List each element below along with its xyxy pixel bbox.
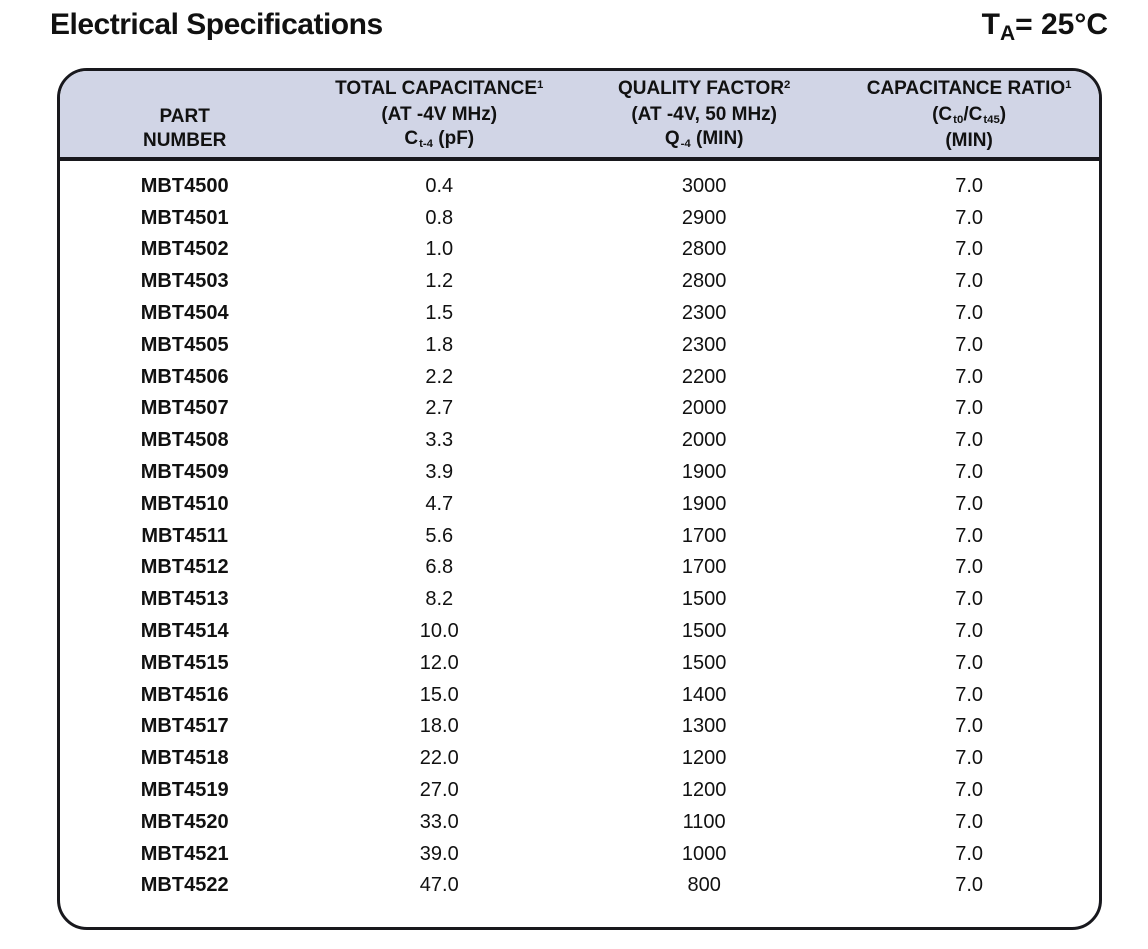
table-row: [60, 806, 1099, 838]
table-row: [60, 234, 1099, 266]
header-line: [309, 77, 569, 103]
header-text: (AT -4V, 50 MHz): [631, 104, 778, 125]
header-text: QUALITY FACTOR: [617, 78, 785, 99]
column-header-capacitance-ratio: [839, 77, 1099, 153]
header-line: [60, 105, 309, 129]
capacitance-ratio-cell: 7.0: [955, 174, 984, 197]
quality-factor-cell: 1000: [681, 842, 727, 865]
total-capacitance-cell: 0.8: [425, 206, 454, 229]
quality-factor-cell: 2000: [681, 397, 727, 420]
table-row: [60, 647, 1099, 679]
capacitance-ratio-cell: 7.0: [955, 397, 984, 420]
capacitance-ratio-cell: 7.0: [955, 810, 984, 833]
total-capacitance-cell: 3.9: [425, 461, 454, 484]
header-line: [309, 127, 569, 153]
total-capacitance-cell: 12.0: [419, 651, 459, 674]
temperature-condition: [981, 8, 1108, 45]
quality-factor-cell: 2800: [681, 270, 727, 293]
part-number-cell: MBT4503: [140, 270, 229, 293]
quality-factor-cell: 2800: [681, 238, 727, 261]
table-header-row: [60, 71, 1099, 161]
quality-factor-cell: 1200: [681, 779, 727, 802]
header-subscript: t45: [983, 114, 1000, 127]
total-capacitance-cell: 27.0: [419, 779, 459, 802]
header-line: [569, 77, 839, 103]
part-number-cell: MBT4515: [140, 651, 229, 674]
header-text: Q: [664, 128, 680, 149]
quality-factor-cell: 1500: [681, 588, 727, 611]
part-number-cell: MBT4510: [140, 492, 229, 515]
header-subscript: -4: [680, 138, 691, 151]
part-number-cell: MBT4508: [140, 429, 229, 452]
total-capacitance-cell: 1.2: [425, 270, 454, 293]
part-number-cell: MBT4501: [140, 206, 229, 229]
header-text: NUMBER: [142, 130, 227, 151]
total-capacitance-cell: 33.0: [419, 810, 459, 833]
table-row: [60, 202, 1099, 234]
table-row: [60, 742, 1099, 774]
quality-factor-cell: 2900: [681, 206, 727, 229]
header-text: (pF): [432, 128, 475, 149]
header-supscript: 1: [537, 79, 544, 92]
part-number-cell: MBT4506: [140, 365, 229, 388]
table-row: [60, 424, 1099, 456]
total-capacitance-cell: 2.2: [425, 365, 454, 388]
header-line: [839, 77, 1099, 103]
capacitance-ratio-cell: 7.0: [955, 492, 984, 515]
part-number-cell: MBT4500: [140, 174, 229, 197]
spec-table: [57, 68, 1102, 930]
table-row: [60, 838, 1099, 870]
capacitance-ratio-cell: 7.0: [955, 779, 984, 802]
header-text: (AT -4V MHz): [381, 104, 498, 125]
temp-symbol: T: [981, 8, 1000, 41]
header-text: CAPACITANCE RATIO: [866, 78, 1066, 99]
header-text: (MIN): [690, 128, 744, 149]
table-row: [60, 297, 1099, 329]
quality-factor-cell: 800: [687, 874, 721, 897]
header-subscript: t-4: [419, 138, 433, 151]
capacitance-ratio-cell: 7.0: [955, 842, 984, 865]
part-number-cell: MBT4504: [140, 302, 229, 325]
total-capacitance-cell: 0.4: [425, 174, 454, 197]
capacitance-ratio-cell: 7.0: [955, 365, 984, 388]
table-body: [60, 161, 1099, 901]
quality-factor-cell: 1700: [681, 524, 727, 547]
quality-factor-cell: 1900: [681, 492, 727, 515]
total-capacitance-cell: 18.0: [419, 715, 459, 738]
capacitance-ratio-cell: 7.0: [955, 524, 984, 547]
total-capacitance-cell: 15.0: [419, 683, 459, 706]
total-capacitance-cell: 1.0: [425, 238, 454, 261]
part-number-cell: MBT4511: [141, 524, 229, 547]
capacitance-ratio-cell: 7.0: [955, 302, 984, 325]
header-text: PART: [159, 106, 210, 127]
part-number-cell: MBT4509: [140, 461, 229, 484]
table-row: [60, 329, 1099, 361]
table-row: [60, 393, 1099, 425]
capacitance-ratio-cell: 7.0: [955, 556, 984, 579]
total-capacitance-cell: 47.0: [419, 874, 459, 897]
quality-factor-cell: 2300: [681, 302, 727, 325]
header-line: [839, 103, 1099, 129]
header-line: [839, 129, 1099, 153]
total-capacitance-cell: 2.7: [425, 397, 454, 420]
capacitance-ratio-cell: 7.0: [955, 270, 984, 293]
quality-factor-cell: 2300: [681, 333, 727, 356]
part-number-cell: MBT4505: [140, 333, 229, 356]
header-supscript: 2: [784, 79, 791, 92]
total-capacitance-cell: 22.0: [419, 747, 459, 770]
part-number-cell: MBT4507: [140, 397, 229, 420]
title-row: [0, 0, 1148, 45]
capacitance-ratio-cell: 7.0: [955, 651, 984, 674]
header-line: [60, 129, 309, 153]
total-capacitance-cell: 8.2: [425, 588, 454, 611]
header-supscript: 1: [1065, 79, 1072, 92]
part-number-cell: MBT4513: [140, 588, 229, 611]
part-number-cell: MBT4520: [140, 810, 229, 833]
column-header-total-capacitance: [309, 77, 569, 153]
part-number-cell: MBT4516: [140, 683, 229, 706]
table-row: [60, 615, 1099, 647]
part-number-cell: MBT4518: [140, 747, 229, 770]
capacitance-ratio-cell: 7.0: [955, 620, 984, 643]
part-number-cell: MBT4517: [140, 715, 229, 738]
total-capacitance-cell: 5.6: [425, 524, 454, 547]
part-number-cell: MBT4522: [140, 874, 229, 897]
header-line: [569, 127, 839, 153]
capacitance-ratio-cell: 7.0: [955, 333, 984, 356]
header-text: (MIN): [945, 130, 993, 151]
total-capacitance-cell: 6.8: [425, 556, 454, 579]
capacitance-ratio-cell: 7.0: [955, 683, 984, 706]
page-title: Electrical Specifications: [50, 8, 383, 41]
header-text: C: [404, 128, 419, 149]
quality-factor-cell: 1700: [681, 556, 727, 579]
capacitance-ratio-cell: 7.0: [955, 747, 984, 770]
quality-factor-cell: 1900: [681, 461, 727, 484]
quality-factor-cell: 1400: [681, 683, 727, 706]
quality-factor-cell: 1500: [681, 620, 727, 643]
total-capacitance-cell: 1.8: [425, 333, 454, 356]
part-number-cell: MBT4502: [140, 238, 229, 261]
table-row: [60, 552, 1099, 584]
capacitance-ratio-cell: 7.0: [955, 206, 984, 229]
table-row: [60, 170, 1099, 202]
temp-subscript: A: [999, 22, 1016, 45]
table-row: [60, 488, 1099, 520]
table-row: [60, 520, 1099, 552]
capacitance-ratio-cell: 7.0: [955, 429, 984, 452]
capacitance-ratio-cell: 7.0: [955, 715, 984, 738]
table-row: [60, 774, 1099, 806]
table-row: [60, 361, 1099, 393]
total-capacitance-cell: 4.7: [425, 492, 454, 515]
total-capacitance-cell: 10.0: [419, 620, 459, 643]
total-capacitance-cell: 3.3: [425, 429, 454, 452]
quality-factor-cell: 2200: [681, 365, 727, 388]
header-text: (C: [932, 104, 953, 125]
table-row: [60, 583, 1099, 615]
table-row: [60, 265, 1099, 297]
part-number-cell: MBT4519: [140, 779, 229, 802]
quality-factor-cell: 1300: [681, 715, 727, 738]
header-text: /C: [963, 104, 983, 125]
column-header-quality-factor: [569, 77, 839, 153]
capacitance-ratio-cell: 7.0: [955, 238, 984, 261]
quality-factor-cell: 2000: [681, 429, 727, 452]
header-text: ): [999, 104, 1007, 125]
temp-value: = 25°C: [1015, 8, 1108, 41]
total-capacitance-cell: 1.5: [425, 302, 454, 325]
part-number-cell: MBT4521: [140, 842, 229, 865]
capacitance-ratio-cell: 7.0: [955, 874, 984, 897]
quality-factor-cell: 1100: [682, 810, 726, 833]
column-header-part-number: [60, 105, 309, 153]
header-text: TOTAL CAPACITANCE: [335, 78, 538, 99]
capacitance-ratio-cell: 7.0: [955, 588, 984, 611]
part-number-cell: MBT4514: [140, 620, 229, 643]
total-capacitance-cell: 39.0: [419, 842, 459, 865]
quality-factor-cell: 3000: [681, 174, 727, 197]
table-row: [60, 679, 1099, 711]
header-line: [569, 103, 839, 127]
quality-factor-cell: 1200: [681, 747, 727, 770]
part-number-cell: MBT4512: [140, 556, 229, 579]
table-row: [60, 711, 1099, 743]
table-row: [60, 456, 1099, 488]
header-line: [309, 103, 569, 127]
header-subscript: t0: [953, 114, 964, 127]
quality-factor-cell: 1500: [681, 651, 727, 674]
capacitance-ratio-cell: 7.0: [955, 461, 984, 484]
table-row: [60, 870, 1099, 902]
